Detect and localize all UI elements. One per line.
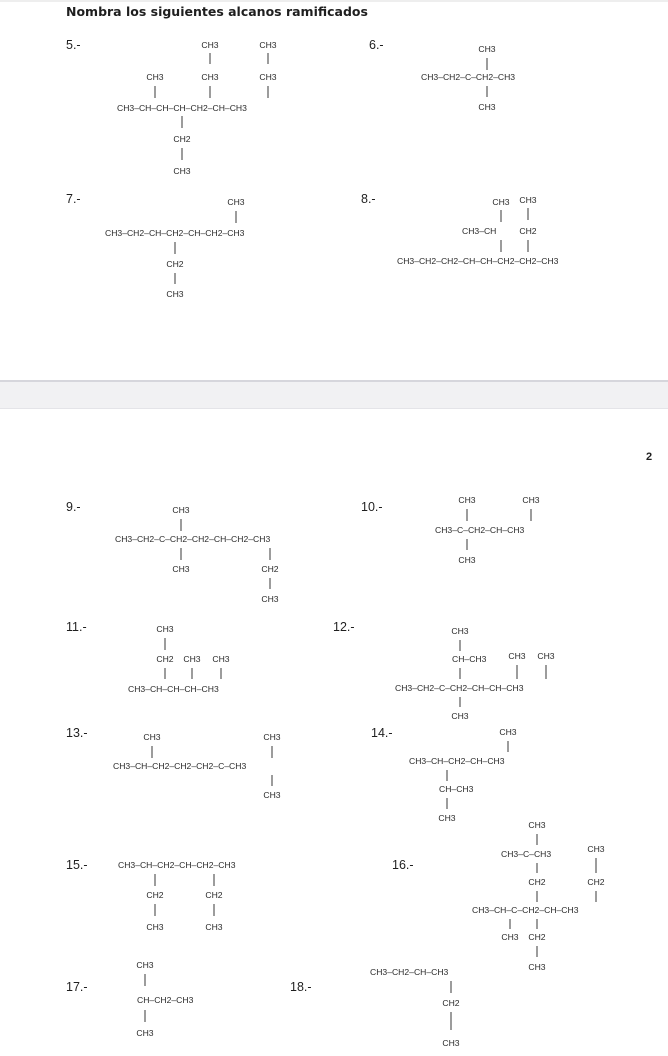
formula-label: CH2 bbox=[205, 890, 223, 900]
main-chain: CH3–CH–CH–CH–CH3 bbox=[128, 684, 219, 694]
formula-label: CH3 bbox=[201, 72, 219, 82]
formula-label: CH3–C–CH3 bbox=[501, 849, 552, 859]
exercise-number-8: 8.- bbox=[361, 192, 376, 206]
formula-label: CH3 bbox=[522, 495, 540, 505]
exercise-number-18: 18.- bbox=[290, 980, 312, 994]
main-chain: CH3–CH2–CH2–CH–CH–CH2–CH2–CH3 bbox=[397, 256, 559, 266]
formula-label: CH3 bbox=[478, 44, 496, 54]
formula-label: CH2 bbox=[173, 134, 191, 144]
formula-label: CH3 bbox=[587, 844, 605, 854]
formula-label: CH3 bbox=[205, 922, 223, 932]
formula-label: CH3 bbox=[519, 195, 537, 205]
formula-label: CH–CH3 bbox=[452, 654, 487, 664]
formula-label: CH3 bbox=[259, 40, 277, 50]
formula-label: CH3 bbox=[451, 626, 469, 636]
exercise-number-11: 11.- bbox=[66, 620, 87, 634]
main-chain: CH3–C–CH2–CH–CH3 bbox=[435, 525, 525, 535]
formula-label: CH2 bbox=[146, 890, 164, 900]
formula-label: CH2 bbox=[587, 877, 605, 887]
formula-label: CH2 bbox=[166, 259, 184, 269]
exercise-number-15: 15.- bbox=[66, 858, 88, 872]
exercise-number-9: 9.- bbox=[66, 500, 81, 514]
formula-label: CH3 bbox=[172, 564, 190, 574]
formula-label: CH3 bbox=[492, 197, 510, 207]
formula-label: CH3 bbox=[501, 932, 519, 942]
formula-label: CH3 bbox=[212, 654, 230, 664]
formula-label: CH3 bbox=[143, 732, 161, 742]
exercise-number-5: 5.- bbox=[66, 38, 81, 52]
structural-formula-5 bbox=[117, 40, 277, 176]
main-chain: CH3–CH2–C–CH2–CH–CH–CH3 bbox=[395, 683, 524, 693]
main-chain: CH3–CH2–CH–CH3 bbox=[370, 967, 449, 977]
structural-formula-11 bbox=[128, 624, 230, 694]
main-chain: CH3–CH–C–CH2–CH–CH3 bbox=[472, 905, 579, 915]
formula-label: CH3 bbox=[263, 790, 281, 800]
formula-label: CH3 bbox=[201, 40, 219, 50]
formula-label: CH3 bbox=[183, 654, 201, 664]
exercise-number-13: 13.- bbox=[66, 726, 88, 740]
exercise-number-6: 6.- bbox=[369, 38, 384, 52]
formula-label: CH3 bbox=[458, 555, 476, 565]
formula-label: CH3 bbox=[528, 820, 546, 830]
formula-label: CH3 bbox=[458, 495, 476, 505]
structural-formula-14 bbox=[409, 727, 517, 823]
formula-label: CH3 bbox=[261, 594, 279, 604]
formula-label: CH3 bbox=[146, 72, 164, 82]
main-chain: CH3–CH2–CH–CH2–CH–CH2–CH3 bbox=[105, 228, 245, 238]
formula-label: CH3 bbox=[528, 962, 546, 972]
formula-label: CH2 bbox=[528, 877, 546, 887]
formula-label: CH3 bbox=[263, 732, 281, 742]
exercise-number-16: 16.- bbox=[392, 858, 414, 872]
formula-label: CH3 bbox=[136, 960, 154, 970]
exercise-number-14: 14.- bbox=[371, 726, 393, 740]
formula-label: CH3 bbox=[166, 289, 184, 299]
main-chain: CH3–CH2–C–CH2–CH3 bbox=[421, 72, 516, 82]
formula-label: CH2 bbox=[261, 564, 279, 574]
exercise-number-17: 17.- bbox=[66, 980, 88, 994]
main-chain: CH–CH2–CH3 bbox=[137, 995, 194, 1005]
structural-formula-15 bbox=[118, 860, 236, 932]
structural-formula-10 bbox=[435, 495, 540, 565]
formula-label: CH3 bbox=[442, 1038, 460, 1048]
formula-label: CH3 bbox=[537, 651, 555, 661]
formula-label: CH3–CH bbox=[462, 226, 497, 236]
formula-label: CH3 bbox=[227, 197, 245, 207]
page-title: Nombra los siguientes alcanos ramificados bbox=[66, 4, 368, 19]
main-chain: CH3–CH–CH2–CH–CH2–CH3 bbox=[118, 860, 236, 870]
main-chain: CH3–CH–CH2–CH–CH3 bbox=[409, 756, 505, 766]
formula-label: CH3 bbox=[478, 102, 496, 112]
structural-formula-18 bbox=[370, 967, 460, 1048]
main-chain: CH3–CH2–C–CH2–CH2–CH–CH2–CH3 bbox=[115, 534, 271, 544]
formula-label: CH3 bbox=[438, 813, 456, 823]
structural-formula-13 bbox=[113, 732, 281, 800]
formula-label: CH3 bbox=[508, 651, 526, 661]
exercise-number-10: 10.- bbox=[361, 500, 383, 514]
formula-label: CH3 bbox=[172, 505, 190, 515]
formula-label: CH3 bbox=[173, 166, 191, 176]
exercise-number-12: 12.- bbox=[333, 620, 355, 634]
formula-label: CH2 bbox=[519, 226, 537, 236]
formula-label: CH2 bbox=[442, 998, 460, 1008]
formula-label: CH3 bbox=[146, 922, 164, 932]
structural-formula-8 bbox=[397, 195, 559, 266]
formula-label: CH3 bbox=[259, 72, 277, 82]
formula-label: CH3 bbox=[499, 727, 517, 737]
page-number: 2 bbox=[646, 451, 653, 463]
main-chain: CH3–CH–CH2–CH2–CH2–C–CH3 bbox=[113, 761, 247, 771]
structural-formula-12 bbox=[395, 626, 555, 721]
formula-label: CH2 bbox=[528, 932, 546, 942]
formula-label: CH–CH3 bbox=[439, 784, 474, 794]
structural-formula-7 bbox=[105, 197, 245, 299]
exercise-number-7: 7.- bbox=[66, 192, 81, 206]
formula-label: CH3 bbox=[451, 711, 469, 721]
main-chain: CH3–CH–CH–CH–CH2–CH–CH3 bbox=[117, 103, 247, 113]
structural-formula-6 bbox=[421, 44, 515, 112]
structural-formula-17 bbox=[136, 960, 193, 1038]
structural-formula-9 bbox=[115, 505, 279, 604]
formula-label: CH2 bbox=[156, 654, 174, 664]
structural-formula-16 bbox=[472, 820, 605, 972]
formula-label: CH3 bbox=[136, 1028, 154, 1038]
formula-label: CH3 bbox=[156, 624, 174, 634]
